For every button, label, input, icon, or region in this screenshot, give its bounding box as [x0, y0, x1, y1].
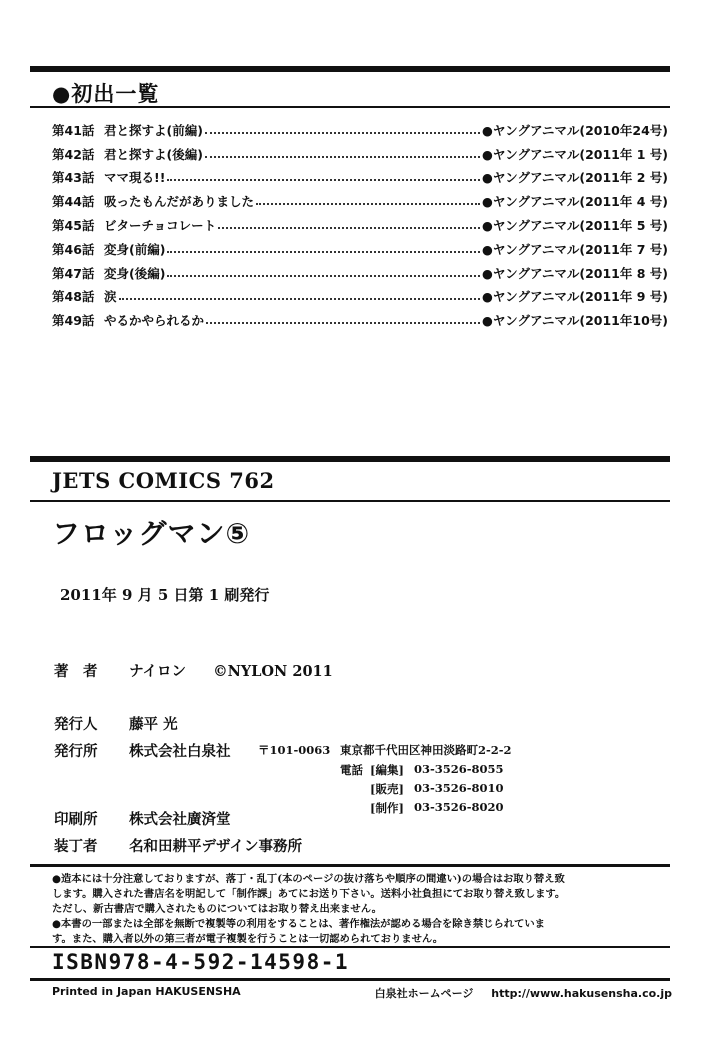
first-appearance-heading: ●初出一覧	[52, 82, 160, 106]
phone-dept-editorial: [編集]	[370, 763, 404, 777]
chapter-title: ビターチョコレート	[104, 218, 217, 234]
notice-line: ●造本には十分注意しておりますが、落丁・乱丁(本のページの抜け落ちや順序の間違い)の場合はお取り替え致	[52, 873, 565, 885]
publication-date: 2011年 9 月 5 日第 1 刷発行	[60, 586, 270, 604]
dot-leader	[205, 132, 480, 134]
website-url: http://www.hakusensha.co.jp	[491, 987, 672, 1000]
publisher-person-row	[54, 713, 178, 734]
series-label: JETS COMICS 762	[52, 468, 275, 493]
chapter-number: 第45話	[52, 218, 95, 234]
publisher-person: 藤平 光	[129, 716, 178, 733]
publisher-name: 株式会社白泉社	[129, 743, 231, 760]
chapter-title: ママ現る!!	[104, 170, 166, 186]
chapter-source: ●ヤングアニマル(2011年 1 号)	[481, 146, 668, 162]
phone-dept-production: [制作]	[370, 801, 404, 815]
notice-bottom-rule	[30, 946, 670, 948]
first-appearance-list	[52, 118, 668, 332]
dot-leader	[205, 156, 480, 158]
chapter-source: ●ヤングアニマル(2010年24号)	[481, 122, 668, 138]
chapter-source: ●ヤングアニマル(2011年 8 号)	[481, 265, 668, 281]
designer-label: 装丁者	[54, 838, 98, 855]
publisher-row	[54, 740, 231, 761]
chapter-number: 第49話	[52, 313, 95, 329]
postal-code: 〒101-0063	[258, 743, 331, 757]
notice-top-rule	[30, 864, 670, 867]
notice-line: ●本書の一部または全部を無断で複製等の利用をすることは、著作権法が認める場合を除き禁じられていま	[52, 918, 545, 930]
notice-line: します。購入された書店名を明記して「制作課」あてにお送り下さい。送料小社負担にてお取り替え致します。	[52, 888, 566, 900]
heading-underline	[30, 106, 670, 108]
chapter-title: やるかやられるか	[104, 313, 205, 329]
chapter-source: ●ヤングアニマル(2011年 5 号)	[481, 218, 668, 234]
chapter-title: 変身(後編)	[104, 265, 166, 281]
toc-entry	[52, 118, 668, 142]
dot-leader	[218, 227, 480, 229]
printer-label: 印刷所	[54, 811, 98, 828]
chapter-source: ●ヤングアニマル(2011年 4 号)	[481, 194, 668, 210]
chapter-title: 君と探すよ(前編)	[104, 122, 203, 138]
homepage-label: 白泉社ホームページ	[374, 987, 474, 1000]
notice-line: す。また、購入者以外の第三者が電子複製を行うことは一切認められておりません。	[52, 933, 444, 945]
dot-leader	[167, 251, 480, 253]
chapter-source: ●ヤングアニマル(2011年 2 号)	[481, 170, 668, 186]
printer-row	[54, 808, 231, 829]
isbn: ISBN978-4-592-14598-1	[52, 950, 350, 974]
toc-entry	[52, 261, 668, 285]
author-name: ナイロン	[129, 663, 187, 680]
address: 東京都千代田区神田淡路町2-2-2	[340, 743, 512, 757]
toc-entry	[52, 285, 668, 309]
chapter-title: 吸ったもんだがありました	[104, 194, 255, 210]
toc-entry	[52, 189, 668, 213]
notice-line: ただし、新古書店で購入されたものについてはお取り替え出来ません。	[52, 903, 382, 915]
dot-leader	[206, 322, 480, 324]
chapter-source: ●ヤングアニマル(2011年 9 号)	[481, 289, 668, 305]
chapter-title: 君と探すよ(後編)	[104, 146, 203, 162]
publisher-person-label: 発行人	[54, 716, 98, 733]
designer-name: 名和田耕平デザイン事務所	[129, 838, 303, 855]
chapter-number: 第43話	[52, 170, 95, 186]
chapter-number: 第47話	[52, 265, 95, 281]
chapter-title: 変身(前編)	[104, 241, 166, 257]
chapter-number: 第46話	[52, 241, 95, 257]
chapter-source: ●ヤングアニマル(2011年 7 号)	[481, 241, 668, 257]
chapter-number: 第44話	[52, 194, 95, 210]
toc-entry	[52, 142, 668, 166]
legal-notice	[52, 872, 672, 947]
author-row	[54, 660, 333, 681]
toc-entry	[52, 308, 668, 332]
printer-name: 株式会社廣済堂	[129, 811, 231, 828]
publisher-label: 発行所	[54, 743, 98, 760]
chapter-source: ●ヤングアニマル(2011年10号)	[481, 313, 668, 329]
chapter-number: 第42話	[52, 146, 95, 162]
book-title: フロッグマン⑤	[52, 517, 251, 550]
series-underline	[30, 500, 670, 502]
chapter-number: 第48話	[52, 289, 95, 305]
author-label: 著 者	[54, 663, 98, 680]
toc-entry	[52, 213, 668, 237]
top-rule	[30, 66, 670, 72]
isbn-underline	[30, 978, 670, 981]
dot-leader	[119, 298, 480, 300]
copyright: ©NYLON 2011	[213, 663, 333, 680]
chapter-number: 第41話	[52, 122, 95, 138]
dot-leader	[256, 203, 480, 205]
phone-dept-sales: [販売]	[370, 782, 404, 796]
phone-number-sales: 03-3526-8010	[414, 781, 504, 795]
dot-leader	[167, 275, 480, 277]
toc-entry	[52, 166, 668, 190]
phone-number-production: 03-3526-8020	[414, 800, 504, 814]
phone-number-editorial: 03-3526-8055	[414, 762, 504, 776]
designer-row	[54, 835, 302, 856]
toc-entry	[52, 237, 668, 261]
printed-in-label: Printed in Japan HAKUSENSHA	[52, 985, 241, 998]
website-line	[375, 985, 672, 1001]
chapter-title: 涙	[104, 289, 117, 305]
colophon-top-rule	[30, 456, 670, 462]
dot-leader	[167, 179, 480, 181]
phone-label: 電話	[340, 763, 363, 777]
